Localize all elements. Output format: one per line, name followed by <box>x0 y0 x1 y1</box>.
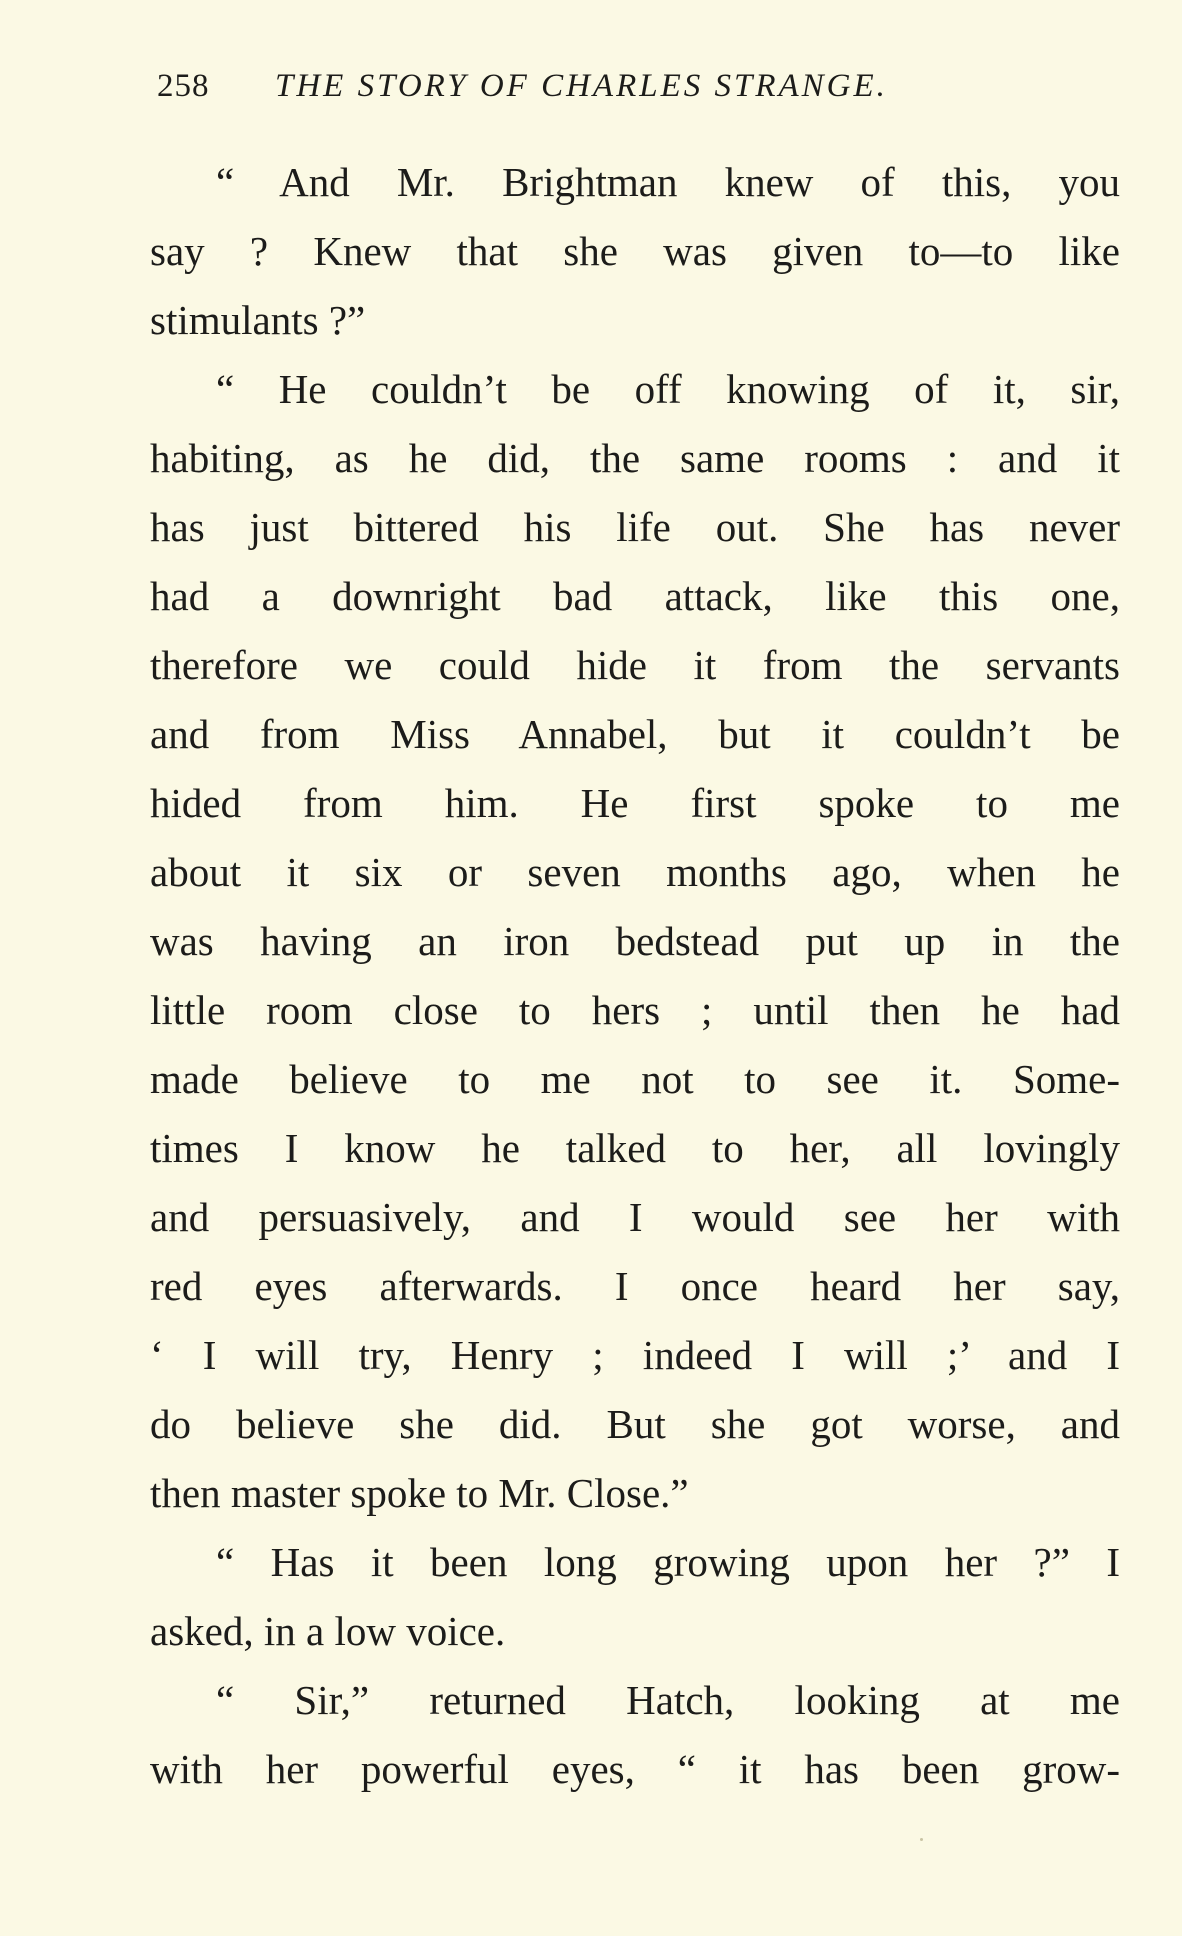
running-head <box>157 62 1037 112</box>
text-line: therefore we could hide it from the servants <box>150 642 1120 688</box>
text-line: and persuasively, and I would see her with <box>150 1194 1120 1240</box>
text-line: say ? Knew that she was given to—to like <box>150 228 1120 274</box>
text-line: with her powerful eyes, “ it has been grow- <box>150 1746 1120 1792</box>
text-line: habiting, as he did, the same rooms : and it <box>150 435 1120 481</box>
text-line: about it six or seven months ago, when he <box>150 849 1120 895</box>
text-line: “ He couldn’t be off knowing of it, sir, <box>216 366 1120 412</box>
text-line: made believe to me not to see it. Some- <box>150 1056 1120 1102</box>
text-line: has just bittered his life out. She has never <box>150 504 1120 550</box>
text-line: ‘ I will try, Henry ; indeed I will ;’ and I <box>150 1332 1120 1378</box>
text-line: “ And Mr. Brightman knew of this, you <box>216 159 1120 205</box>
text-line: “ Has it been long growing upon her ?” I <box>216 1539 1120 1585</box>
text-line: asked, in a low voice. <box>150 1608 506 1654</box>
text-line: hided from him. He first spoke to me <box>150 780 1120 826</box>
text-line: had a downright bad attack, like this one, <box>150 573 1120 619</box>
text-line: “ Sir,” returned Hatch, looking at me <box>216 1677 1120 1723</box>
body-text <box>150 148 1120 1804</box>
text-line: and from Miss Annabel, but it couldn’t be <box>150 711 1120 757</box>
text-line: red eyes afterwards. I once heard her say, <box>150 1263 1120 1309</box>
text-line: stimulants ?” <box>150 297 366 343</box>
paper-speck <box>920 1838 923 1841</box>
text-line: do believe she did. But she got worse, and <box>150 1401 1120 1447</box>
text-line: little room close to hers ; until then he had <box>150 987 1120 1033</box>
text-line: was having an iron bedstead put up in the <box>150 918 1120 964</box>
text-line: then master spoke to Mr. Close.” <box>150 1470 689 1516</box>
running-title: THE STORY OF CHARLES STRANGE. <box>275 68 888 104</box>
text-line: times I know he talked to her, all lovingly <box>150 1125 1120 1171</box>
page-number: 258 <box>157 68 210 104</box>
